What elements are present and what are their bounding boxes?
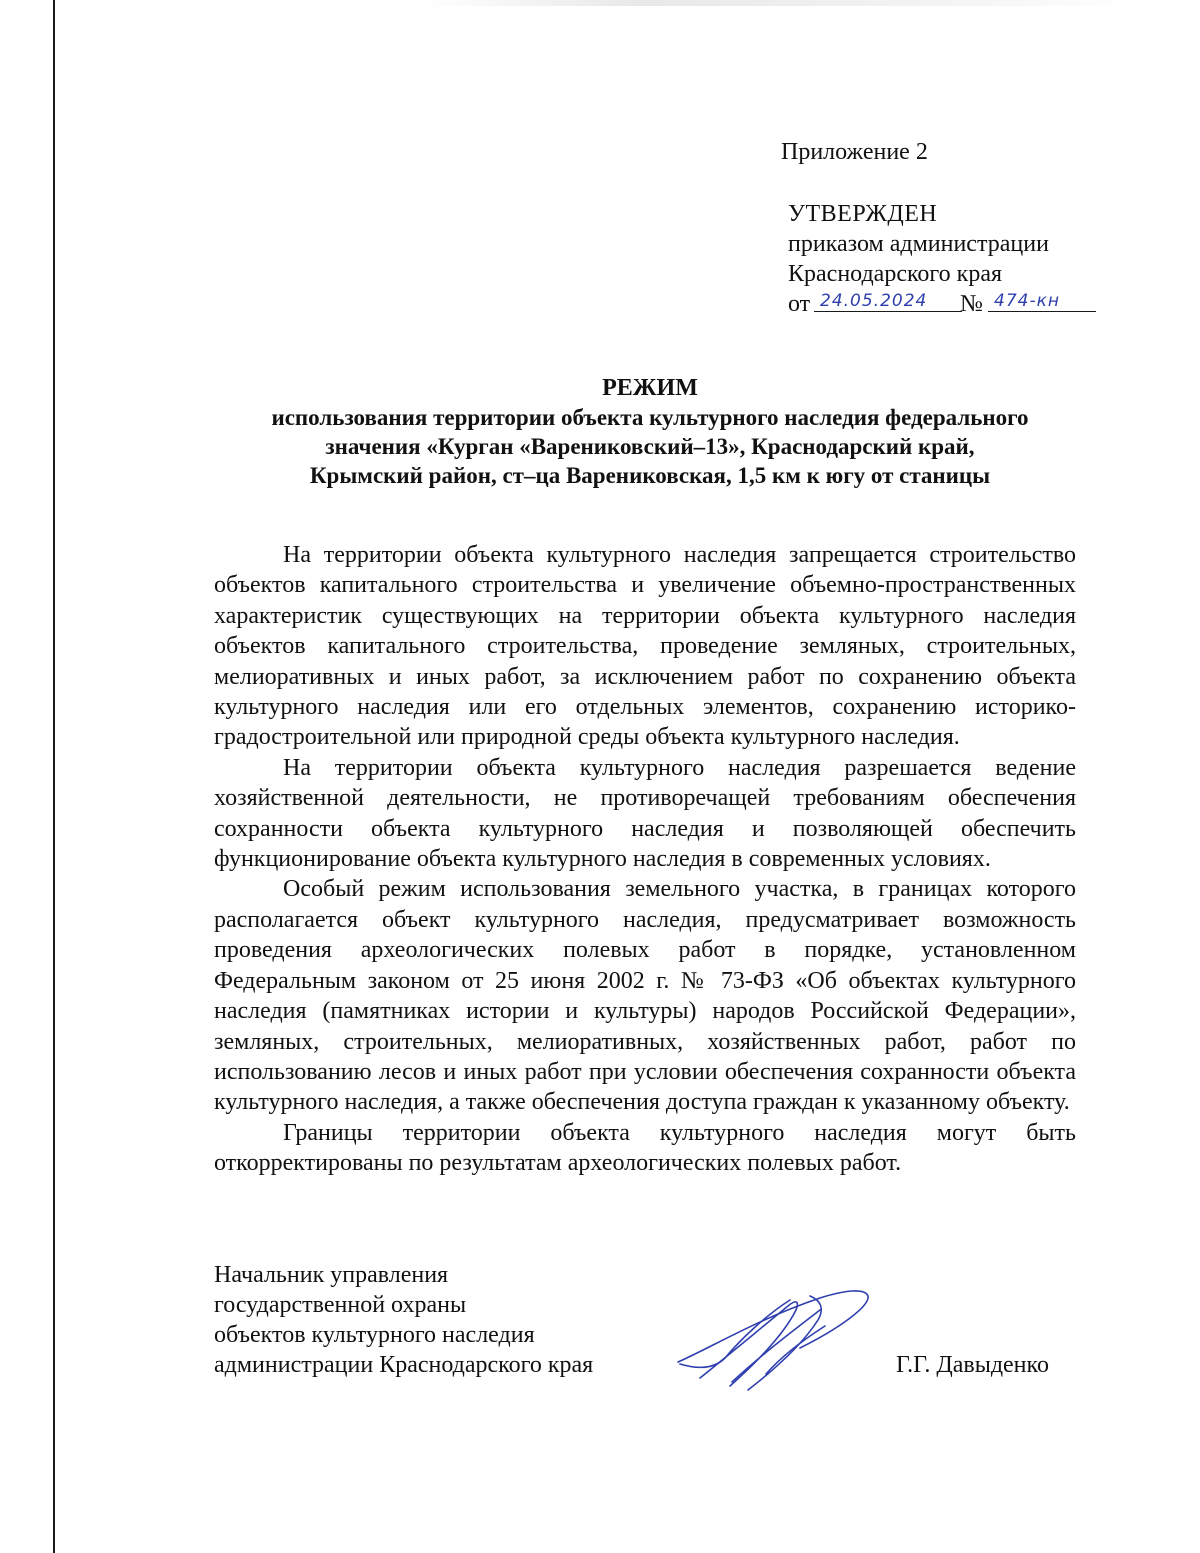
handwritten-number: 474-кн (994, 291, 1060, 311)
signer-name: Г.Г. Давыденко (896, 1352, 1049, 1378)
approval-line-1: приказом администрации (788, 231, 1049, 257)
title-line-1: использования территории объекта культурного наследия федерального (271, 405, 1029, 430)
signer-position-line-3: объектов культурного наследия (214, 1322, 535, 1348)
date-prefix: от (788, 291, 811, 317)
handwritten-signature-icon (670, 1278, 880, 1398)
paragraph-1: На территории объекта культурного наследия запрещается строительство объектов капитального строительства и увеличение объемно-пространственных характеристик существующих на территории объекта культурного наследия объектов капитального строительства, проведение земляных, строительных, мелиоративных и иных работ, за исключением работ по сохранению объекта культурного наследия или его отдельных элементов, сохранению историко-градостроительной или природной среды объекта культурного наследия. (214, 542, 1076, 751)
approved-heading: УТВЕРЖДЕН (788, 201, 938, 227)
document-body (214, 540, 1076, 1179)
title-main: РЕЖИМ (602, 375, 698, 401)
scan-edge-line (53, 0, 55, 1553)
approval-line-2: Краснодарского края (788, 261, 1003, 287)
appendix-label: Приложение 2 (781, 139, 928, 165)
title-line-2: значения «Курган «Варениковский–13», Краснодарский край, (325, 434, 975, 459)
signer-position (214, 1260, 593, 1380)
scan-bleed-through (420, 0, 1140, 6)
number-prefix: № (960, 291, 983, 317)
approval-date-number-line (788, 289, 1060, 319)
signer-position-line-4: администрации Краснодарского края (214, 1352, 594, 1378)
approval-block (788, 199, 1060, 319)
paragraph-4: Границы территории объекта культурного наследия могут быть откорректированы по результатам археологических полевых работ. (214, 1119, 1076, 1177)
signer-position-line-2: государственной охраны (214, 1292, 467, 1318)
paragraph-3: Особый режим использования земельного участка, в границах которого располагается объект культурного наследия, предусматривает возможность проведения археологических полевых работ в порядке, установленном Федеральным законом от 25 июня 2002 г. № 73-ФЗ «Об объектах культурного наследия (памятниках истории и культуры) народов Российской Федерации», земляных, строительных, мелиоративных, хозяйственных работ, работ по использованию лесов и иных работ при условии обеспечения сохранности объекта культурного наследия, а также обеспечения доступа граждан к указанному объекту. (214, 876, 1076, 1116)
handwritten-date: 24.05.2024 (820, 291, 928, 311)
document-title (180, 374, 1120, 490)
signer-position-line-1: Начальник управления (214, 1262, 449, 1288)
title-line-3: Крымский район, ст–ца Варениковская, 1,5 км к югу от станицы (309, 463, 991, 488)
paragraph-2: На территории объекта культурного наследия разрешается ведение хозяйственной деятельности, не противоречащей требованиям обеспечения сохранности объекта культурного наследия и позволяющей обеспечить функционирование объекта культурного наследия в современных условиях. (214, 754, 1076, 873)
